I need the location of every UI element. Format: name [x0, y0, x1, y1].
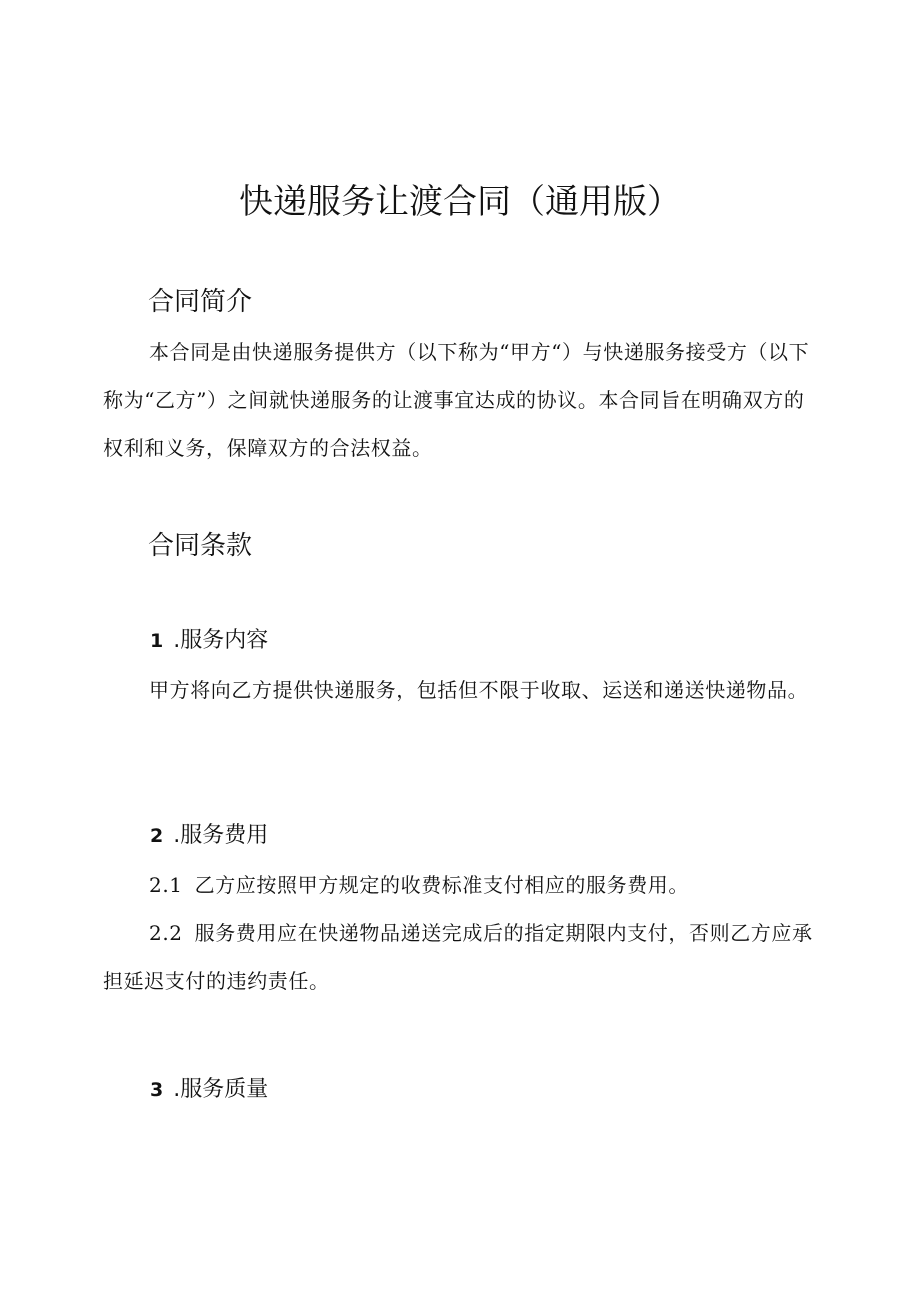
clause-3-number: 3: [150, 1079, 164, 1101]
clause-2-number: 2: [150, 825, 164, 847]
clause-2-1-number: 2.1: [149, 873, 183, 897]
clause-2-2-number: 2.2: [149, 921, 183, 945]
intro-paragraph: 本合同是由快递服务提供方（以下称为“甲方“）与快递服务接受方（以下称为“乙方”）之间就快递服务的让渡事宜达成的协议。本合同旨在明确双方的权利和义务，保障双方的合法权益。: [103, 340, 810, 460]
clause-1-paragraph: 甲方将向乙方提供快递服务，包括但不限于收取、运送和递送快递物品。: [149, 678, 809, 702]
clause-2-title: .服务费用: [173, 823, 269, 848]
intro-heading: 合同简介: [148, 287, 253, 317]
clause-2-2-paragraph: [103, 909, 823, 1005]
clause-3-title: .服务质量: [173, 1077, 269, 1102]
clause-3-heading: [150, 1074, 268, 1106]
clause-2-heading: [150, 820, 268, 852]
clause-1-title: .服务内容: [173, 628, 269, 653]
clause-2-1-text: 乙方应按照甲方规定的收费标准支付相应的服务费用。: [194, 873, 690, 897]
clause-2-1-paragraph: [103, 861, 823, 909]
terms-heading: 合同条款: [148, 531, 253, 561]
clause-2-2-text: 服务费用应在快递物品递送完成后的指定期限内支付，否则乙方应承担延迟支付的违约责任。: [103, 921, 813, 993]
clause-1-number: 1: [150, 630, 164, 652]
document-title: 快递服务让渡合同（通用版）: [239, 182, 681, 222]
clause-1-heading: [150, 625, 268, 657]
